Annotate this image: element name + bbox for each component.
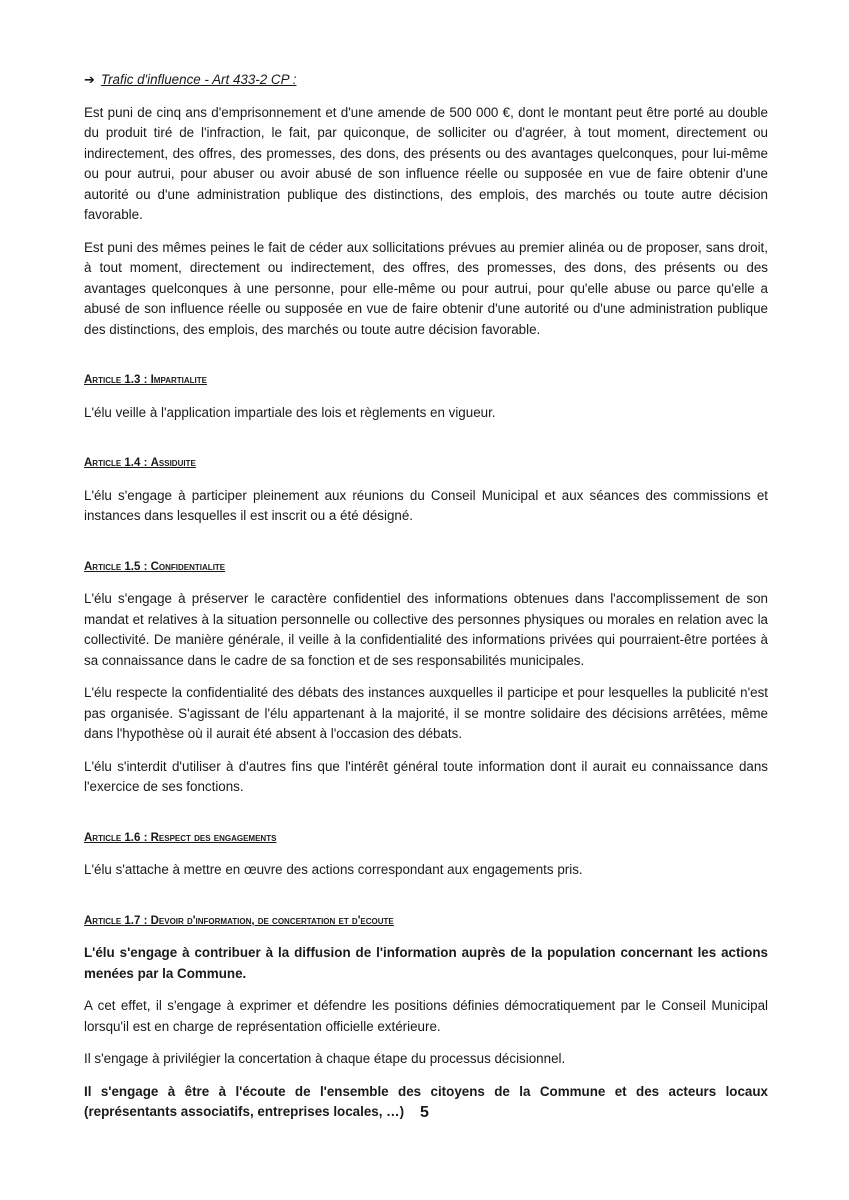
article-1-7-heading: [84, 911, 768, 932]
article-title: Impartialite: [150, 374, 207, 386]
article-title: Confidentialite: [150, 560, 226, 573]
section-intro-heading: [84, 70, 768, 91]
article-separator: :: [140, 374, 151, 386]
article-1-7-paragraph-1: L'élu s'engage à contribuer à la diffusion de l'information auprès de la population concernant les actions menées par la Commune.: [84, 945, 768, 981]
article-title: Respect des engagements: [150, 831, 277, 844]
article-1-6-heading: [84, 828, 768, 849]
article-1-7-paragraph-2: A cet effet, il s'engage à exprimer et défendre les positions définies démocratiquement par le Conseil Municipal lorsqu'il est en charge de représentation officielle extérieure.: [84, 998, 768, 1034]
article-1-7-paragraph-3: Il s'engage à privilégier la concertation à chaque étape du processus décisionnel.: [84, 1051, 566, 1066]
article-1-5-paragraph-3: L'élu s'interdit d'utiliser à d'autres fins que l'intérêt général toute information dont il aurait eu connaissance dans l'exercice de ses fonctions.: [84, 758, 768, 794]
article-label: Article 1.5: [84, 560, 141, 573]
article-1-3-heading: [84, 370, 768, 391]
intro-paragraph-2: Est puni des mêmes peines le fait de céder aux sollicitations prévues au premier alinéa ou de proposer, sans droit, à tout moment, directement ou indirectement, des offres, des promesses, des dons, des présents ou des avantages quelconques à une personne, pour elle-même ou pour autrui, pour qu'elle abuse ou parce qu'elle a abusé de son influence réelle ou supposée en vue de faire obtenir d'une autorité ou d'une administration publique des distinctions, des emplois, des marchés ou toute autre décision favorable.: [84, 239, 768, 337]
article-label: Article 1.7: [84, 914, 141, 927]
article-1-4-heading: [84, 453, 768, 474]
article-separator: :: [140, 831, 151, 844]
article-1-7-paragraph-4: Il s'engage à être à l'écoute de l'ensemble des citoyens de la Commune et des acteurs locaux (représentants associatifs, entreprises locales, …): [84, 1083, 768, 1119]
article-title: Devoir d'information, de concertation et d'ecoute: [150, 914, 394, 927]
article-1-6-paragraph-1: L'élu s'attache à mettre en œuvre des actions correspondant aux engagements pris.: [84, 862, 583, 877]
article-1-3-paragraph-1: L'élu veille à l'application impartiale des lois et règlements en vigueur.: [84, 404, 496, 420]
article-separator: :: [140, 560, 151, 573]
article-separator: :: [140, 457, 151, 469]
article-1-5-paragraph-2: L'élu respecte la confidentialité des débats des instances auxquelles il participe et pour lesquelles la publicité n'est pas organisée. S'agissant de l'élu appartenant à la majorité, il se montre solidaire des décisions arrêtées, même dans l'hypothèse où il aurait été absent à l'occasion des débats.: [84, 685, 768, 741]
article-1-5-paragraph-1: L'élu s'engage à préserver le caractère confidentiel des informations obtenues dans l'accomplissement de son mandat et relatives à la situation personnelle ou collective des personnes physiques ou morales en relation avec la collectivité. De manière générale, il veille à la confidentialité des informations privées qui pourraient-être portées à sa connaissance dans le cadre de sa fonction et de ses responsabilités municipales.: [84, 591, 768, 668]
page-number: 5: [420, 1104, 429, 1121]
intro-title: Trafic d'influence - Art 433-2 CP :: [100, 72, 297, 87]
article-label: Article 1.3: [84, 374, 141, 386]
article-label: Article 1.4: [84, 457, 141, 469]
arrow-icon: ➔: [84, 72, 95, 87]
article-separator: :: [140, 914, 151, 927]
article-title: Assiduite: [150, 457, 196, 469]
article-1-4-paragraph-1: L'élu s'engage à participer pleinement aux réunions du Conseil Municipal et aux séances des commissions et instances dans lesquelles il est inscrit ou a été désigné.: [84, 487, 768, 523]
article-1-5-heading: [84, 557, 768, 578]
document-page: [84, 70, 768, 1135]
intro-paragraph-1: Est puni de cinq ans d'emprisonnement et d'une amende de 500 000 €, dont le montant peut être porté au double du produit tiré de l'infraction, le fait, par quiconque, de solliciter ou d'agréer, à tout moment, directement ou indirectement, des offres, des promesses, des dons, des présents ou des avantages quelconques, pour lui-même ou pour autrui, pour abuser ou avoir abusé de son influence réelle ou supposée en vue de faire obtenir d'une autorité ou d'une administration publique des distinctions, des emplois, des marchés ou toute autre décision favorable.: [84, 104, 768, 222]
article-label: Article 1.6: [84, 831, 141, 844]
